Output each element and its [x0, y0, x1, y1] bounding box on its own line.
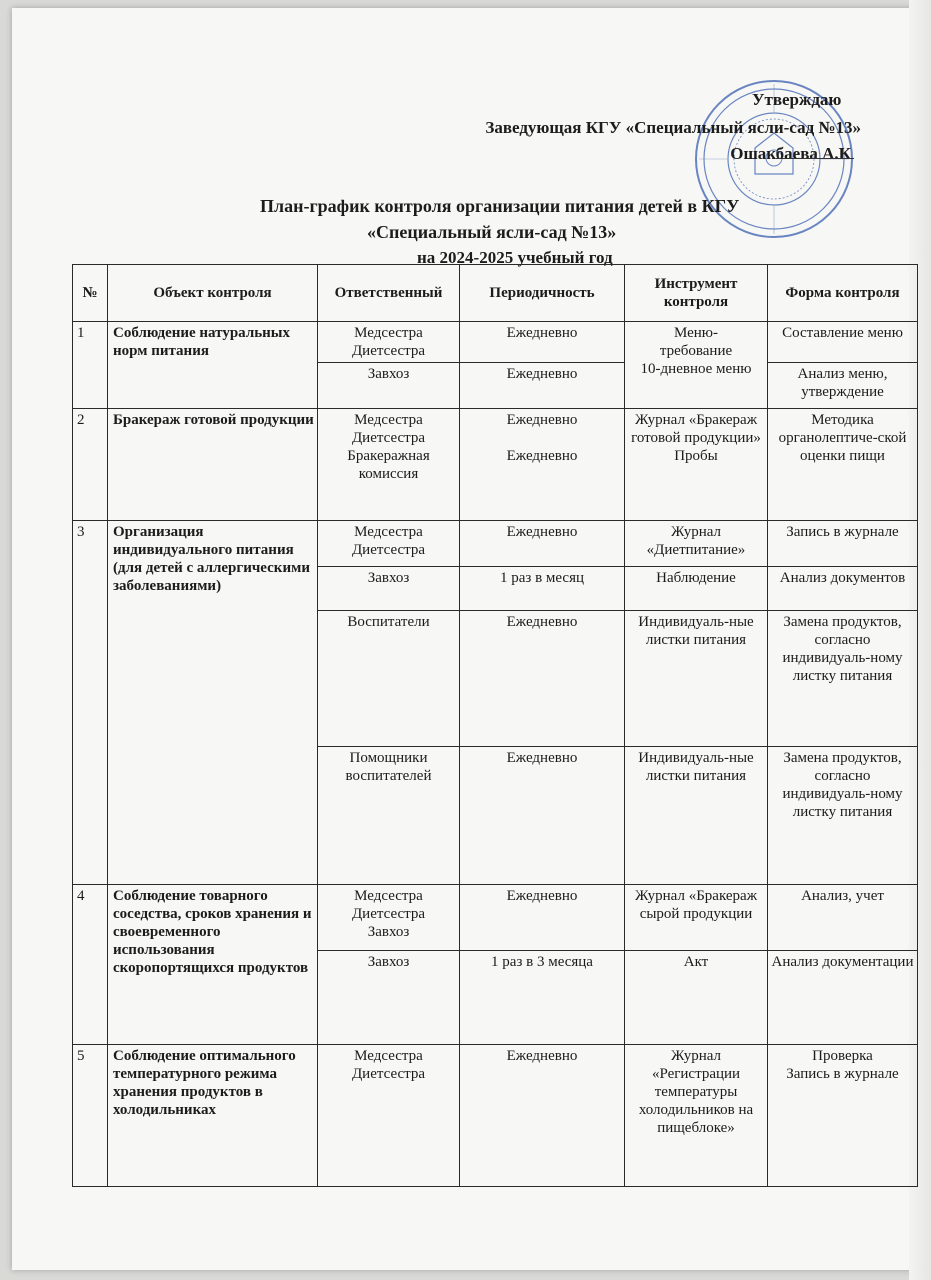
periodicity: 1 раз в месяц — [460, 567, 625, 611]
col-header-number: № — [73, 265, 108, 322]
row-number: 3 — [73, 521, 108, 885]
control-schedule-table — [72, 264, 918, 1187]
control-form: Замена продуктов, согласно индивидуаль-ному листку питания — [768, 611, 918, 747]
control-tool: Наблюдение — [625, 567, 768, 611]
control-object: Организация индивидуального питания (для детей с аллергическими заболеваниями) — [108, 521, 318, 885]
table-row — [73, 1045, 918, 1187]
responsible: Медсестра Диетсестра Бракеражная комиссия — [318, 409, 460, 521]
responsible: Медсестра Диетсестра Завхоз — [318, 885, 460, 951]
control-tool: Индивидуаль-ные листки питания — [625, 747, 768, 885]
responsible: Медсестра Диетсестра — [318, 322, 460, 363]
control-object: Соблюдение натуральных норм питания — [108, 322, 318, 409]
table-header-row — [73, 265, 918, 322]
control-tool: Индивидуаль-ные листки питания — [625, 611, 768, 747]
control-form: Запись в журнале — [768, 521, 918, 567]
table-row — [73, 885, 918, 951]
table-row — [73, 521, 918, 567]
responsible: Завхоз — [318, 567, 460, 611]
periodicity: Ежедневно — [460, 322, 625, 363]
periodicity: Ежедневно — [460, 747, 625, 885]
approve-label: Утверждаю — [752, 90, 842, 109]
responsible: Воспитатели — [318, 611, 460, 747]
control-form: Анализ, учет — [768, 885, 918, 951]
periodicity: Ежедневно — [460, 1045, 625, 1187]
table-row — [73, 409, 918, 521]
row-number: 2 — [73, 409, 108, 521]
head-name: Ошакбаева А.К — [730, 144, 851, 163]
periodicity: Ежедневно — [460, 885, 625, 951]
control-form: Анализ меню, утверждение — [768, 363, 918, 409]
row-number: 4 — [73, 885, 108, 1045]
control-form: Проверка Запись в журнале — [768, 1045, 918, 1187]
col-header-tool: Инструмент контроля — [625, 265, 768, 322]
control-form: Анализ документации — [768, 951, 918, 1045]
control-tool: Журнал «Бракераж сырой продукции — [625, 885, 768, 951]
periodicity: Ежедневно — [460, 611, 625, 747]
control-tool: Меню- требование 10-дневное меню — [625, 322, 768, 409]
col-header-form: Форма контроля — [768, 265, 918, 322]
control-object: Бракераж готовой продукции — [108, 409, 318, 521]
academic-year: на 2024-2025 учебный год — [417, 248, 613, 267]
control-form: Составление меню — [768, 322, 918, 363]
col-header-object: Объект контроля — [108, 265, 318, 322]
control-tool: Акт — [625, 951, 768, 1045]
responsible: Медсестра Диетсестра — [318, 521, 460, 567]
control-tool: Журнал «Бракераж готовой продукции» Пробы — [625, 409, 768, 521]
periodicity: Ежедневно — [460, 363, 625, 409]
table-row — [73, 322, 918, 363]
control-form: Методика органолептиче-ской оценки пищи — [768, 409, 918, 521]
control-form: Анализ документов — [768, 567, 918, 611]
control-tool: Журнал «Регистрации температуры холодильников на пищеблоке» — [625, 1045, 768, 1187]
col-header-periodicity: Периодичность — [460, 265, 625, 322]
periodicity: Ежедневно — [460, 521, 625, 567]
page-subtitle: «Специальный ясли-сад №13» — [367, 222, 617, 242]
responsible: Завхоз — [318, 363, 460, 409]
control-object: Соблюдение оптимального температурного режима хранения продуктов в холодильниках — [108, 1045, 318, 1187]
responsible: Завхоз — [318, 951, 460, 1045]
responsible: Медсестра Диетсестра — [318, 1045, 460, 1187]
control-tool: Журнал «Диетпитание» — [625, 521, 768, 567]
responsible: Помощники воспитателей — [318, 747, 460, 885]
director-title: Заведующая КГУ «Специальный ясли-сад №13» — [485, 118, 861, 137]
control-form: Замена продуктов, согласно индивидуаль-ному листку питания — [768, 747, 918, 885]
page-title: План-график контроля организации питания детей в КГУ — [260, 196, 740, 216]
periodicity: Ежедневно Ежедневно — [460, 409, 625, 521]
row-number: 1 — [73, 322, 108, 409]
row-number: 5 — [73, 1045, 108, 1187]
periodicity: 1 раз в 3 месяца — [460, 951, 625, 1045]
col-header-responsible: Ответственный — [318, 265, 460, 322]
signature-line — [776, 158, 854, 159]
control-object: Соблюдение товарного соседства, сроков хранения и своевременного использования скоропортящихся продуктов — [108, 885, 318, 1045]
